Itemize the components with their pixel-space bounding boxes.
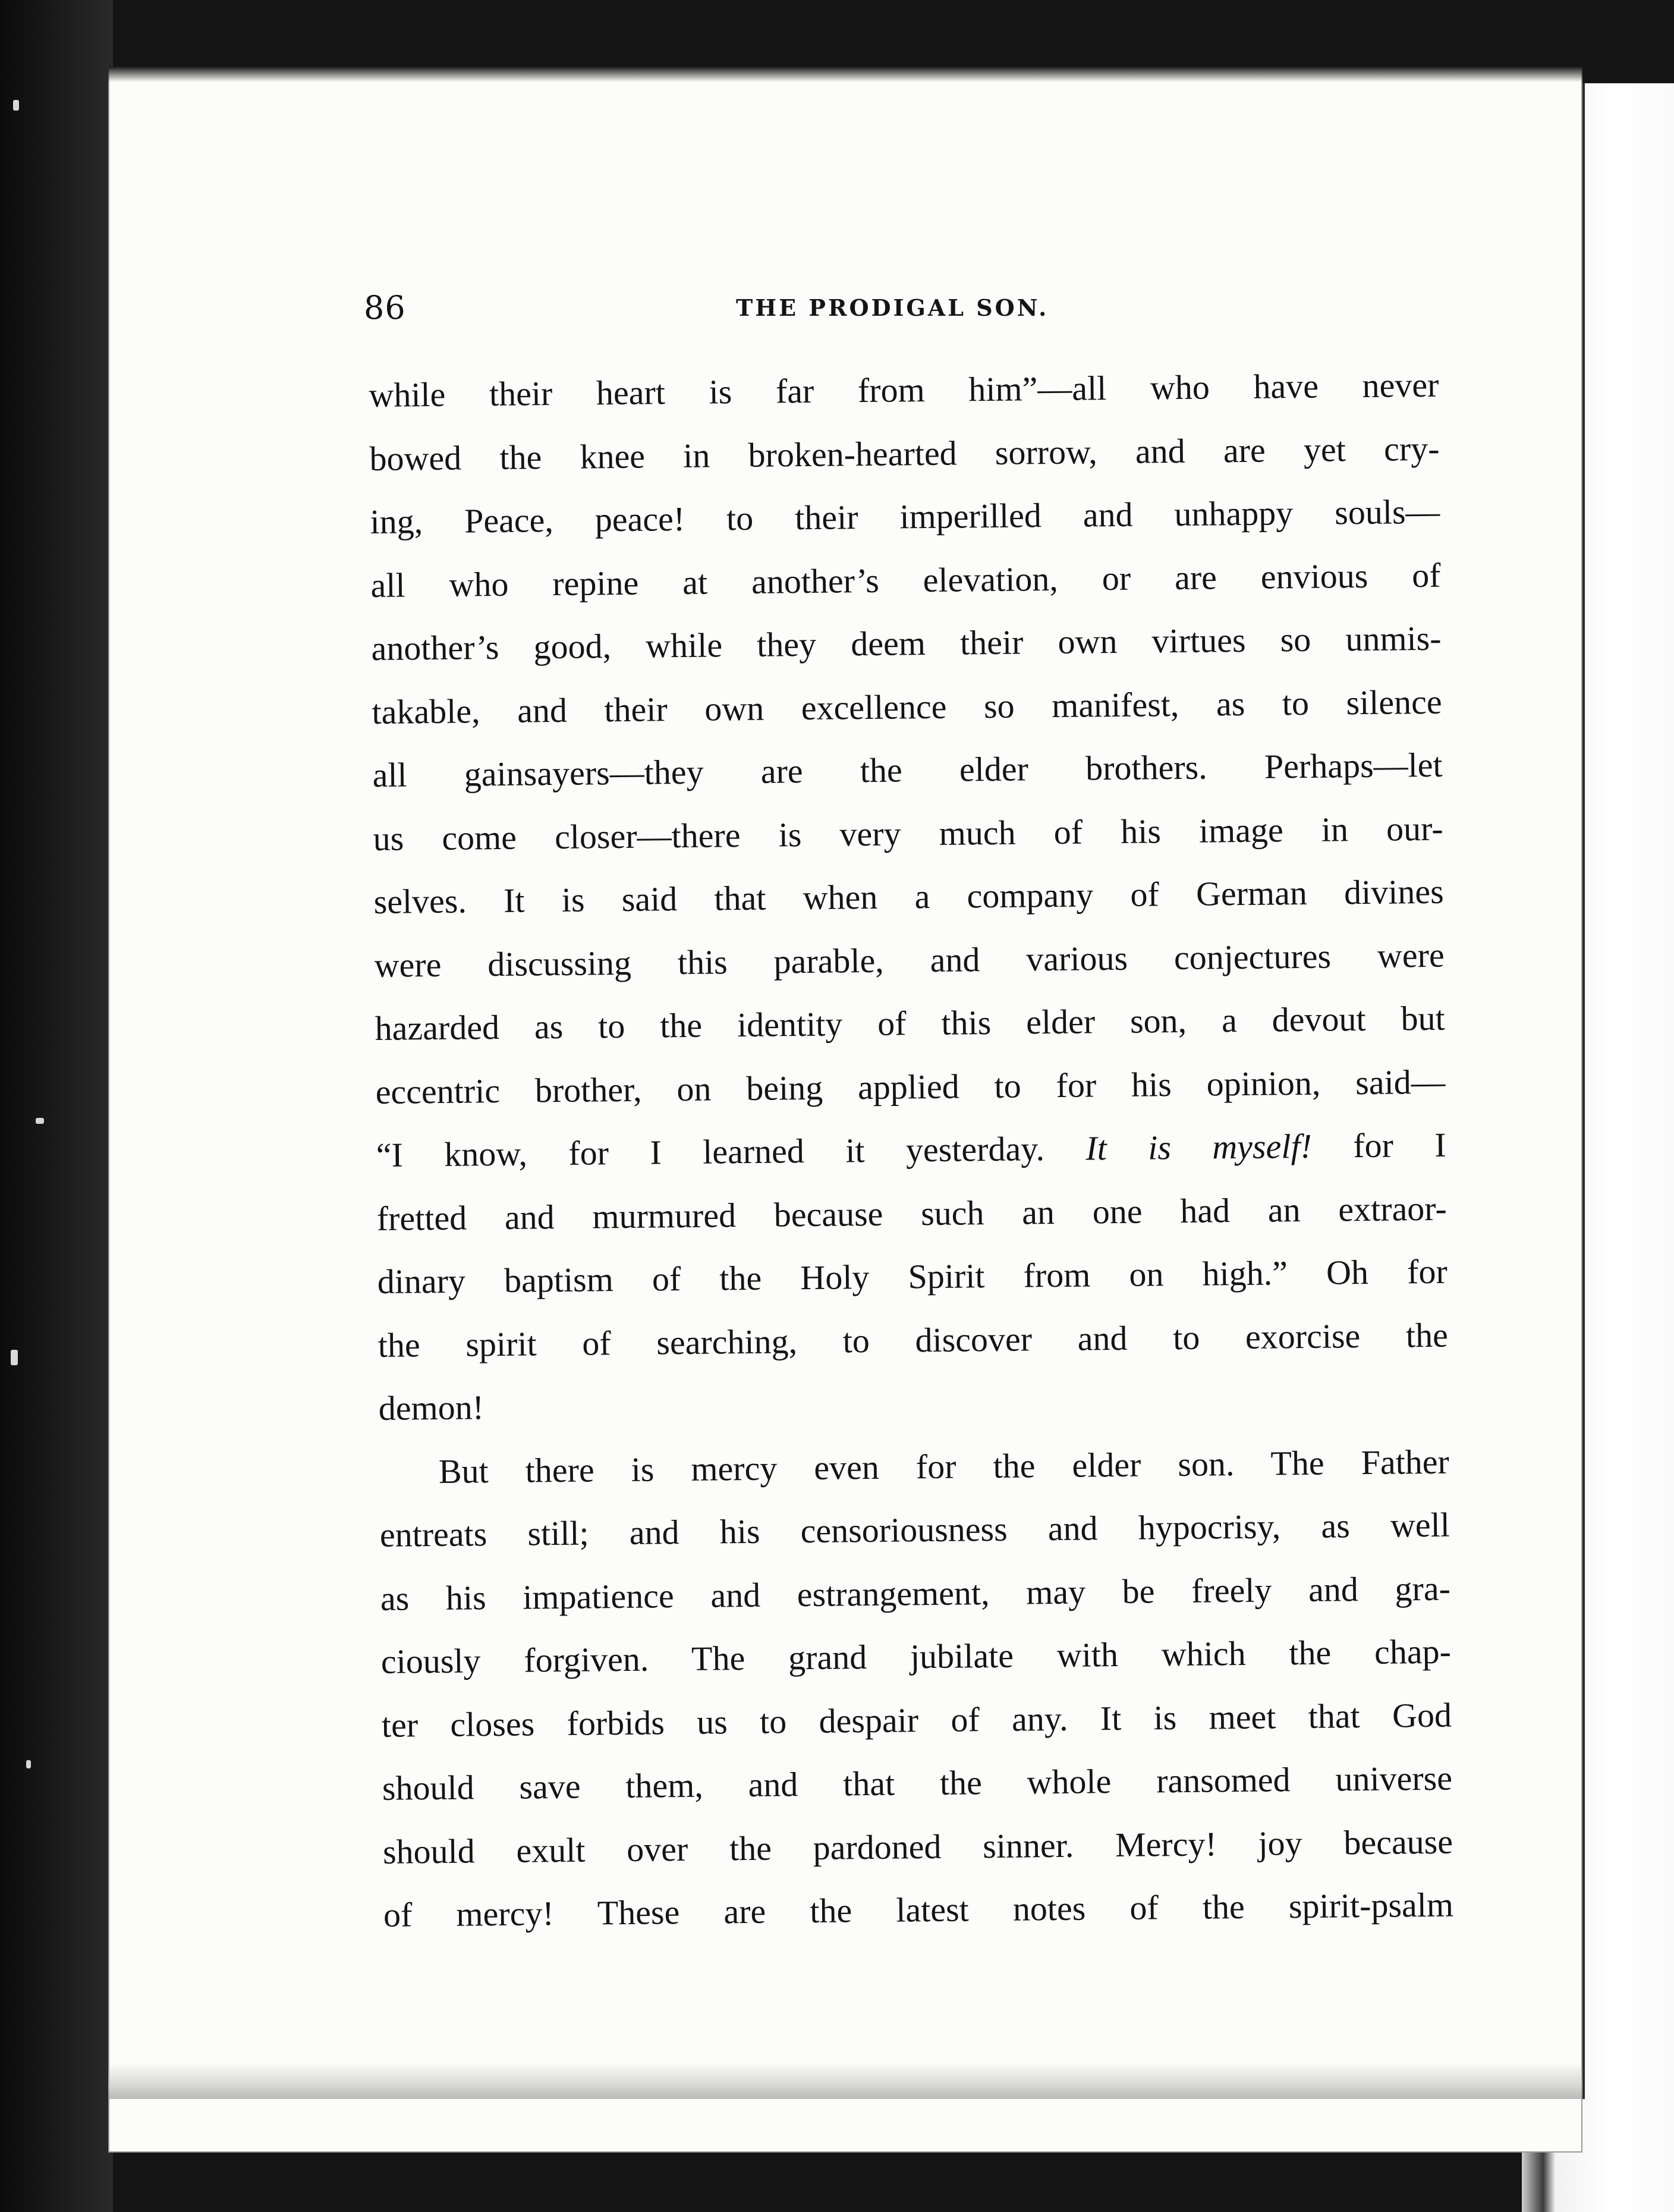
paragraph <box>379 1430 1465 1947</box>
page-bottom-edge <box>108 2063 1582 2099</box>
quote-continuation: for I <box>1352 1125 1447 1165</box>
scan-speck <box>36 1118 44 1124</box>
text-line: ter closes forbids us to despair of any. It is meet that God <box>381 1695 1452 1745</box>
paragraph <box>369 354 1461 1441</box>
text-line: another’s good, while they deem their own virtues so unmis- <box>371 618 1442 668</box>
quote-start: “I know, for I learned it yesterday. <box>376 1129 1045 1174</box>
text-line: entreats still; and his censoriousness and hypocrisy, as well <box>379 1505 1450 1554</box>
text-line: bowed the knee in broken-hearted sorrow, and are yet cry- <box>369 429 1440 478</box>
scan-speck <box>26 1760 31 1768</box>
page-top-shadow <box>108 67 1582 82</box>
text-line: eccentric brother, on being applied to for his opinion, said— <box>375 1062 1446 1111</box>
text-line: should exult over the pardoned sinner. Mercy! joy because <box>382 1822 1453 1871</box>
body-text <box>369 354 1465 1947</box>
text-line: as his impatience and estrangement, may be freely and gra- <box>380 1569 1451 1618</box>
text-line: the spirit of searching, to discover and to exorcise the <box>377 1315 1449 1365</box>
text-line: should save them, and that the whole ransomed universe <box>382 1758 1453 1808</box>
text-line: of mercy! These are the latest notes of the spirit-psalm <box>383 1885 1454 1934</box>
scan-speck <box>11 1350 18 1365</box>
text-line: ing, Peace, peace! to their imperilled and unhappy souls— <box>370 492 1440 541</box>
text-line: ciously forgiven. The grand jubilate with which the chap- <box>380 1632 1452 1681</box>
text-line: were discussing this parable, and various conjectures were <box>374 935 1445 985</box>
page-header <box>364 284 1410 332</box>
scan-speck <box>13 100 19 111</box>
scanner-background-left <box>0 0 113 2212</box>
text-line: us come closer—there is very much of his image in our- <box>373 809 1443 858</box>
text-line: But there is mercy even for the elder son. The Father <box>438 1442 1450 1491</box>
page-number: 86 <box>364 289 406 326</box>
text-line: dinary baptism of the Holy Spirit from on high.” Oh for <box>377 1252 1448 1301</box>
running-head: THE PRODIGAL SON. <box>736 294 1049 321</box>
text-line: while their heart is far from him”—all who have never <box>369 365 1439 414</box>
text-line: fretted and murmured because such an one had an extraor- <box>376 1189 1448 1238</box>
text-line: all gainsayers—they are the elder brothers. Perhaps—let <box>372 745 1443 794</box>
text-line: hazarded as to the identity of this elder son, a devout but <box>375 998 1445 1048</box>
text-line: selves. It is said that when a company of German divines <box>373 872 1444 921</box>
text-line-with-italic <box>376 1114 1446 1187</box>
text-line: all who repine at another’s elevation, or are envious of <box>370 555 1441 605</box>
italic-emphasis: It is myself! <box>1085 1126 1313 1168</box>
text-line: takable, and their own excellence so manifest, as to silence <box>372 682 1442 731</box>
text-line: demon! <box>378 1388 484 1428</box>
